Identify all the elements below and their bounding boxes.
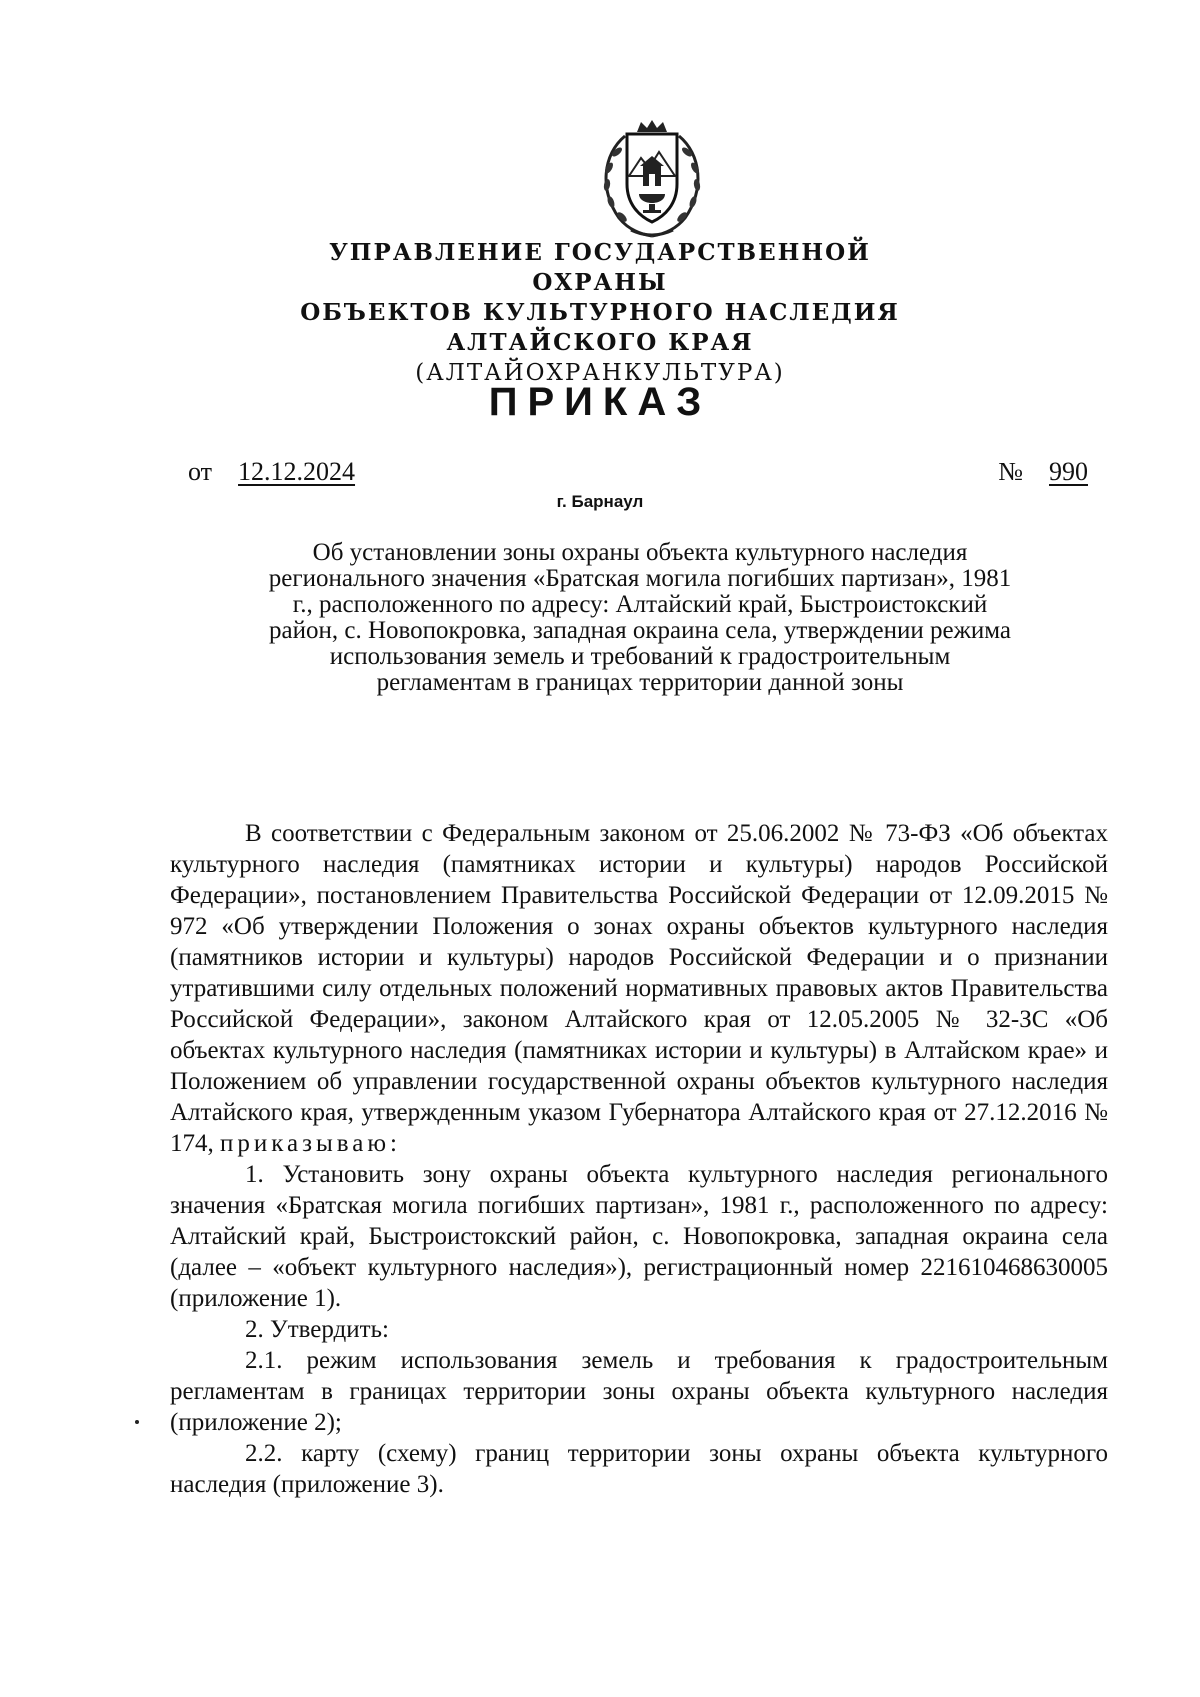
order-subject: Об установлении зоны охраны объекта культурного наследия регионального значения «Братская могила погибших партизан», 1981 г., расположенного по адресу: Алтайский край, Быстроистокский район, с. Новопокровка, западная окраина села, утверждении режима использования земель и требований к градостроительным регламентам в границах территории данной зоны (268, 539, 1012, 696)
item-2-1-paragraph: 2.1. режим использования земель и требования к градостроительным регламентам в границах территории зоны охраны объекта культурного наследия (приложение 2); (170, 1347, 1108, 1436)
preamble-text: В соответствии с Федеральным законом от 25.06.2002 № 73-ФЗ «Об объектах культурного наследия (памятниках истории и культуры) народов Российской Федерации», постановлением Правительства Российской Федерации от 12.09.2015 № 972 «Об утверждении Положения о зонах охраны объектов культурного наследия (памятников истории и культуры) народов Российской Федерации и о признании утратившими силу отдельных положений нормативных правовых актов Правительства Российской Федерации», законом Алтайского края от 12.05.2005 № 32-ЗС «Об объектах культурного наследия (памятниках истории и культуры) в Алтайском крае» и Положением об управлении государственной охраны объектов культурного наследия Алтайского края, утвержденным указом Губернатора Алтайского края от 27.12.2016 № 174, (170, 820, 1108, 1157)
agency-name-line-1: УПРАВЛЕНИЕ ГОСУДАРСТВЕННОЙ ОХРАНЫ (329, 239, 871, 296)
city-label: г. Барнаул (556, 492, 644, 511)
agency-name-line-3: АЛТАЙСКОГО КРАЯ (446, 329, 754, 356)
order-number (998, 457, 1088, 487)
order-date (188, 457, 355, 487)
preamble-paragraph (170, 818, 1108, 1159)
date-value: 12.12.2024 (238, 457, 356, 486)
number-prefix: № (998, 457, 1023, 486)
coat-of-arms-emblem (595, 118, 709, 244)
order-body (170, 818, 1108, 1500)
agency-abbreviation: (АЛТАЙОХРАНКУЛЬТУРА) (415, 360, 785, 386)
order-word: приказываю: (220, 1130, 401, 1157)
agency-name-line-2: ОБЪЕКТОВ КУЛЬТУРНОГО НАСЛЕДИЯ (300, 299, 900, 326)
item-2-paragraph: 2. Утвердить: (245, 1316, 389, 1343)
agency-header (300, 238, 900, 388)
margin-dot (135, 1420, 139, 1424)
item-2-2-paragraph: 2.2. карту (схему) границ территории зоны охраны объекта культурного наследия (приложение 3). (170, 1440, 1108, 1498)
document-type-title: ПРИКАЗ (488, 380, 712, 424)
number-value: 990 (1049, 457, 1088, 486)
item-1-paragraph: 1. Установить зону охраны объекта культурного наследия регионального значения «Братская могила погибших партизан», 1981 г., расположенного по адресу: Алтайский край, Быстроистокский район, с. Новопокровка, западная окраина села (далее – «объект культурного наследия»), регистрационный номер 221610468630005 (приложение 1). (170, 1161, 1108, 1312)
date-prefix: от (188, 457, 213, 486)
